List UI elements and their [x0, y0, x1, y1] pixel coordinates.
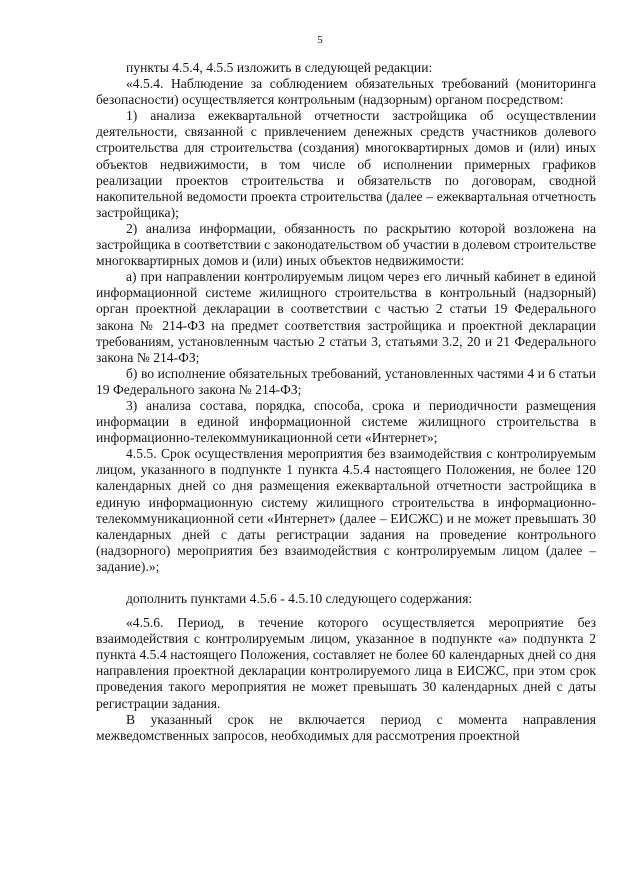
paragraph-item-3: 3) анализа состава, порядка, способа, срока и периодичности размещения информации в единой информационной системе жилищного строительства в информационно-телекоммуникационной сети «Интернет»; [96, 397, 596, 446]
paragraph-exclusion-period: В указанный срок не включается период с момента направления межведомственных запросов, необходимых для рассмотрения проектной [96, 711, 596, 743]
paragraph-subitem-a: а) при направлении контролируемым лицом через его личный кабинет в единой информационной системе жилищного строительства в контрольный (надзорный) орган проектной декларации в соответствии с частью 2 статьи 19 Федерального закона № 214-ФЗ на предмет соответствия застройщика и проектной декларации требованиям, установленным частью 2 статьи 3, статьями 3.2, 20 и 21 Федерального закона № 214-ФЗ; [96, 269, 596, 365]
paragraph-4-5-6: «4.5.6. Период, в течение которого осуществляется мероприятие без взаимодействия с контролируемым лицом, указанное в подпункте «а» подпункта 2 пункта 4.5.4 настоящего Положения, составляет не более 60 календарных дней со дня направления проектной декларации контролируемого лица в ЕИСЖС, при этом срок проведения такого мероприятия не может превышать 30 календарных дней с даты регистрации задания. [96, 615, 596, 711]
paragraph-subitem-b: б) во исполнение обязательных требований, установленных частями 4 и 6 статьи 19 Федерального закона № 214-ФЗ; [96, 365, 596, 397]
document-body [96, 60, 596, 744]
paragraph-item-1: 1) анализа ежеквартальной отчетности застройщика об осуществлении деятельности, связанной с привлечением денежных средств участников долевого строительства для строительства (создания) многоквартирных домов и (или) иных объектов недвижимости, в том числе об исполнении примерных графиков реализации проектов строительства и обязательств по договорам, сводной накопительной ведомости проекта строительства (далее – ежеквартальная отчетность застройщика); [96, 108, 596, 220]
paragraph-add-points: дополнить пунктами 4.5.6 - 4.5.10 следующего содержания: [126, 591, 473, 606]
paragraph-4-5-4: «4.5.4. Наблюдение за соблюдением обязательных требований (мониторинга безопасности) осуществляется контрольным (надзорным) органом посредством: [96, 76, 596, 108]
page-number: 5 [317, 34, 323, 46]
paragraph-4-5-5: 4.5.5. Срок осуществления мероприятия без взаимодействия с контролируемым лицом, указанного в подпункте 1 пункта 4.5.4 настоящего Положения, не более 120 календарных дней со дня размещения ежеквартальной отчетности застройщика в единую информационную систему жилищного строительства в информационно-телекоммуникационной сети «Интернет» (далее – ЕИСЖС) и не может превышать 30 календарных дней с даты регистрации задания на проведение контрольного (надзорного) мероприятия без взаимодействия с контролируемым лицом (далее – задание).»; [96, 446, 596, 574]
paragraph-intro-4-5-4-4-5-5: пункты 4.5.4, 4.5.5 изложить в следующей редакции: [126, 60, 433, 75]
paragraph-item-2: 2) анализа информации, обязанность по раскрытию которой возложена на застройщика в соответствии с законодательством об участии в долевом строительстве многоквартирных домов и (или) иных объектов недвижимости: [96, 220, 596, 269]
